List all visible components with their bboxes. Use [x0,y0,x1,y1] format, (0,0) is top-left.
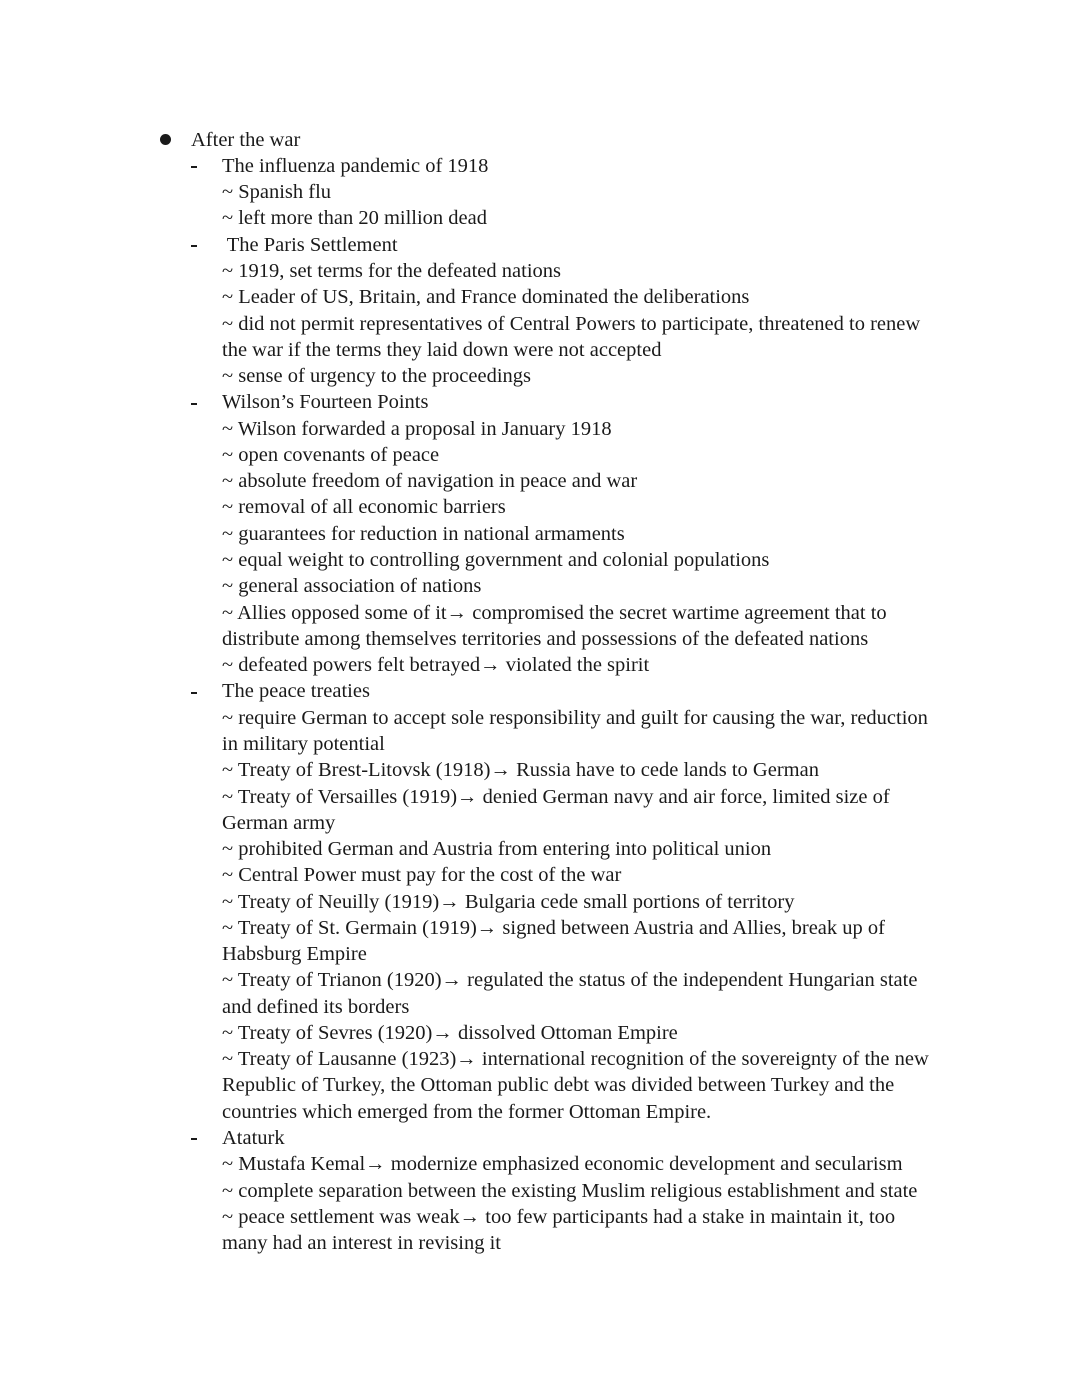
note-line: ~ equal weight to controlling government and colonial populations [222,549,770,571]
note-line: ~ Leader of US, Britain, and France dominated the deliberations [222,286,750,308]
note-line: ~ general association of nations [222,575,482,597]
note-line: ~ Wilson forwarded a proposal in January 1918 [222,418,612,440]
dash-icon [191,692,197,694]
note-line: ~ 1919, set terms for the defeated nations [222,260,561,282]
note-line: ~ peace settlement was weak→ too few participants had a stake in maintain it, too [222,1206,896,1228]
note-line: ~ Spanish flu [222,181,332,203]
note-line: in military potential [222,733,385,755]
note-line: ~ sense of urgency to the proceedings [222,365,532,387]
note-line: ~ Treaty of Neuilly (1919)→ Bulgaria cede small portions of territory [222,891,795,913]
dash-icon [191,245,197,247]
dash-icon [191,403,197,405]
note-line: ~ absolute freedom of navigation in peace and war [222,470,638,492]
note-line: ~ Treaty of Trianon (1920)→ regulated the status of the independent Hungarian state [222,969,918,991]
note-line: ~ complete separation between the existing Muslim religious establishment and state [222,1180,918,1202]
note-line: and defined its borders [222,996,410,1018]
note-line: ~ Allies opposed some of it→ compromised the secret wartime agreement that to [222,602,887,624]
note-line: ~ Treaty of Versailles (1919)→ denied German navy and air force, limited size of [222,786,890,808]
note-line: many had an interest in revising it [222,1232,501,1254]
topic-title: The Paris Settlement [222,234,398,256]
note-line: German army [222,812,336,834]
note-line: ~ Treaty of St. Germain (1919)→ signed between Austria and Allies, break up of [222,917,885,939]
note-line: ~ removal of all economic barriers [222,496,506,518]
bullet-icon [160,134,171,145]
note-line: ~ Treaty of Lausanne (1923)→ international recognition of the sovereignty of the new [222,1048,929,1070]
note-line: Republic of Turkey, the Ottoman public debt was divided between Turkey and the [222,1074,895,1096]
note-line: Habsburg Empire [222,943,367,965]
note-line: ~ open covenants of peace [222,444,440,466]
note-line: countries which emerged from the former Ottoman Empire. [222,1101,712,1123]
note-line: ~ Central Power must pay for the cost of the war [222,864,622,886]
topic-title: Wilson’s Fourteen Points [222,391,429,413]
dash-icon [191,166,197,168]
topic-title: The peace treaties [222,680,370,702]
section-heading: After the war [191,129,301,151]
note-line: ~ did not permit representatives of Central Powers to participate, threatened to renew [222,313,921,335]
note-line: distribute among themselves territories and possessions of the defeated nations [222,628,869,650]
topic-title: The influenza pandemic of 1918 [222,155,489,177]
note-line: ~ Treaty of Sevres (1920)→ dissolved Ottoman Empire [222,1022,678,1044]
dash-icon [191,1138,197,1140]
note-line: ~ prohibited German and Austria from entering into political union [222,838,772,860]
note-line: ~ Treaty of Brest-Litovsk (1918)→ Russia have to cede lands to German [222,759,819,781]
note-line: ~ require German to accept sole responsibility and guilt for causing the war, reduction [222,707,928,729]
note-line: ~ Mustafa Kemal→ modernize emphasized economic development and secularism [222,1153,903,1175]
note-line: ~ defeated powers felt betrayed→ violated the spirit [222,654,650,676]
note-line: ~ guarantees for reduction in national armaments [222,523,625,545]
note-line: the war if the terms they laid down were not accepted [222,339,662,361]
topic-title: Ataturk [222,1127,285,1149]
note-line: ~ left more than 20 million dead [222,207,487,229]
